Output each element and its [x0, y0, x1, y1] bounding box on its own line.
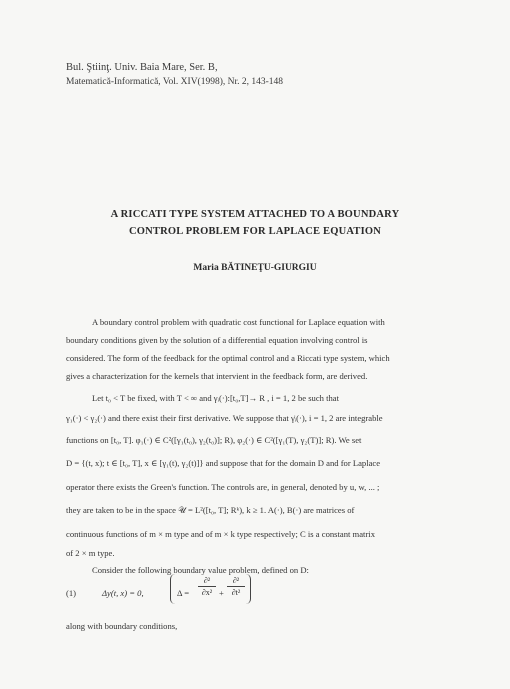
equation-plus: +: [219, 588, 224, 598]
abstract-line-4: gives a characterization for the kernels that intervient in the feedback form, are derived.: [66, 371, 368, 381]
abstract-line-2: boundary conditions given by the solution of a differential equation involving control is: [66, 335, 368, 345]
fraction-d2-dt2: [227, 576, 245, 597]
journal-header: Bul. Ştiinţ. Univ. Baia Mare, Ser. B,: [66, 62, 218, 73]
body-line-after: along with boundary conditions,: [66, 621, 178, 631]
abstract-line-3: considered. The form of the feedback for the optimal control and a Riccati type system, which: [66, 353, 390, 363]
equation-delta: Δ =: [177, 588, 190, 598]
fraction-numerator: ∂²: [232, 576, 240, 585]
body-line-4: D = {(t, x); t ∈ [t₀, T], x ∈ [γ₁(t), γ₂(t)]} and suppose that for the domain D and for Laplace: [66, 458, 381, 468]
body-line-9: Consider the following boundary value problem, defined on D:: [92, 565, 309, 575]
fraction-denominator: ∂t²: [231, 588, 241, 597]
fraction-bar: [227, 586, 245, 587]
fraction-denominator: ∂x²: [201, 588, 213, 597]
paper-title-line-1: A RICCATI TYPE SYSTEM ATTACHED TO A BOUNDARY: [110, 209, 400, 220]
fraction-d2-dx2: [198, 576, 216, 597]
fraction-bar: [198, 586, 216, 587]
fraction-numerator: ∂²: [203, 576, 211, 585]
body-line-1: Let t₀ < T be fixed, with T < ∞ and γᵢ(·):[t₀,T]→ R , i = 1, 2 be such that: [92, 393, 339, 403]
author: Maria BĂTINEŢU-GIURGIU: [193, 263, 317, 273]
paper-title-line-2: CONTROL PROBLEM FOR LAPLACE EQUATION: [128, 226, 382, 237]
journal-volume: Matematică-Informatică, Vol. XIV(1998), Nr. 2, 143-148: [66, 77, 284, 87]
body-line-8: of 2 × m type.: [66, 548, 115, 558]
body-line-6: they are taken to be in the space 𝒰 = L²([t₀, T]; Rᵏ), k ≥ 1. A(·), B(·) are matrices of: [66, 505, 355, 515]
equation-lhs: Δy(t, x) = 0,: [102, 588, 144, 598]
abstract-line-1: A boundary control problem with quadratic cost functional for Laplace equation with: [92, 317, 385, 327]
body-line-5: operator there exists the Green's function. The controls are, in general, denoted by u, w, ... ;: [66, 482, 380, 492]
body-line-7: continuous functions of m × m type and of m × k type respectively; C is a constant matrix: [66, 529, 375, 539]
body-line-2: γ₁(·) < γ₂(·) and there exist their first derivative. We suppose that γ̇ᵢ(·), i = 1, 2 are integrable: [66, 413, 383, 423]
body-line-3: functions on [t₀, T]. φ₁(·) ∈ C²([γ₁(t₀), γ₂(t₀)]; R), φ₂(·) ∈ C²([γ₁(T), γ₂(T)]; R). We set: [66, 435, 362, 445]
equation-number: (1): [66, 588, 77, 598]
equation-paren-left: [170, 574, 175, 604]
equation-paren-right: [246, 574, 251, 604]
